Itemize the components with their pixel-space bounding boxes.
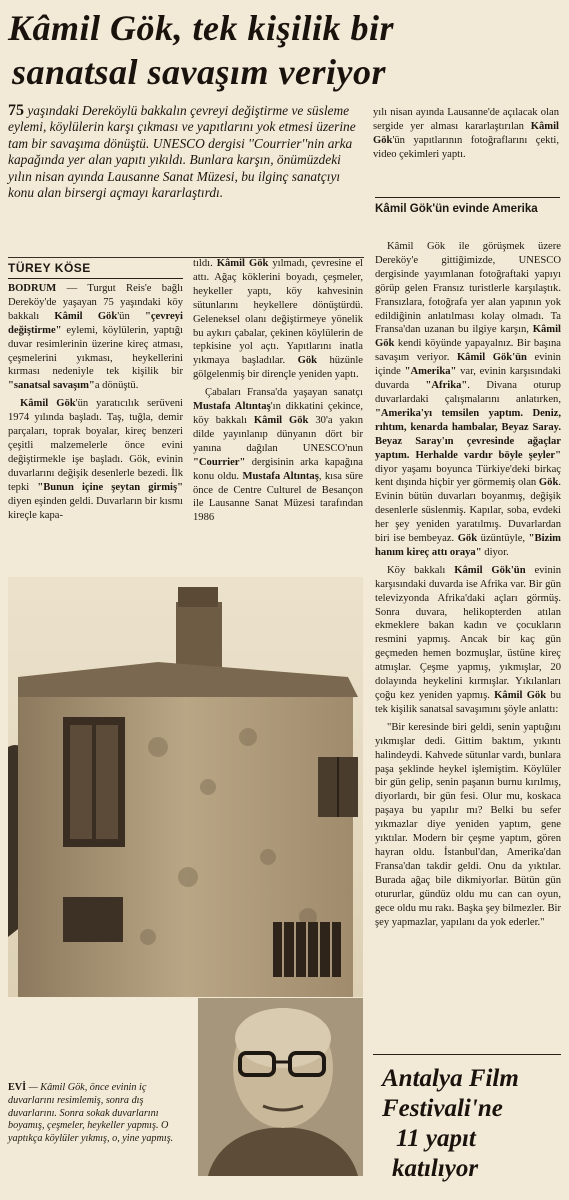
person-name: Gök: [538, 477, 559, 489]
byline: TÜREY KÖSE: [8, 261, 183, 279]
text-run: Çabaları Fransa'da yaşayan sanatçı: [205, 387, 363, 399]
text-run: 'ün yapıtlarının fotoğraflarını çekti, video çekimleri yaptı.: [373, 134, 559, 160]
article-column-1: [8, 282, 183, 526]
text-run: tıldı.: [193, 258, 217, 269]
paragraph: [375, 564, 561, 717]
person-name: Kâmil Gök'ün: [454, 564, 526, 576]
person-name: Gök: [457, 533, 478, 545]
text-run: diyor yaşamı boyunca Türkiye'deki birkaç kent dışında hiçbir yer görmemiş olan: [375, 463, 561, 489]
text-run: — Turgut Reis'e bağlı Dereköy'de yaşayan 75 yaşındaki köy bakkalı: [8, 283, 183, 322]
paragraph: [373, 106, 559, 162]
article-column-3-top: [373, 106, 559, 166]
person-name: Kâmil Gök: [216, 258, 269, 269]
person-name: Kâmil Gök: [20, 398, 76, 410]
quote-emphasis: "Amerika": [404, 366, 457, 378]
text-run: yılı nisan ayında Lausanne'de açılacak olan sergide yer alması kararlaştırılan: [373, 107, 559, 132]
paragraph: [8, 397, 183, 522]
box-divider: [373, 1054, 561, 1055]
subheading: Kâmil Gök'ün evinde Amerika: [375, 197, 560, 216]
house-photo: [8, 577, 363, 997]
paragraph: [8, 282, 183, 393]
caption-text: — Kâmil Gök, önce evinin iç duvarlarını resimlemiş, sonra dış duvarlarını. Sonra sokak duvarlarını boyamış, çeşmeler, heykeller yapmış. O yaptıkça köylüler yıkmış, o, yine yapmış.: [8, 1082, 174, 1145]
person-name: Kâmil Gök: [373, 120, 559, 146]
related-headline-line-3: 11 yapıt: [396, 1125, 476, 1152]
paragraph: [193, 257, 363, 382]
text-run: var, evinin karşısındaki duvarda: [375, 366, 561, 392]
quote-emphasis: "çevreyi değiştirme": [8, 310, 183, 336]
person-name: Gök: [297, 355, 318, 367]
text-run: . Divana oturup duvarlardaki çalışmalarını anlatırken,: [375, 380, 561, 405]
text-run: yılmadı, çevresine el attı. Ağaç köklerini boyadı, çeşmeler, heykeller yaptı, köy kahvesinin sütunlarını heykellere dönüştürdü. Geleneksel olanı değiştirmeye yönelik bu aykırı çabalar, çekinen köylülerin de tepkisine yol açtı. Yapıtlarını inatla yıkmaya başladılar.: [193, 258, 364, 367]
text-run: a dönüştü.: [94, 380, 139, 392]
text-run: diyen eşinden geldi. Duvarların bir kısmı kireçle kapa-: [8, 495, 183, 521]
person-name: Kâmil Gök: [253, 414, 309, 426]
person-name: Mustafa Altıntaş: [193, 401, 271, 413]
person-name: Kâmil Gök: [375, 324, 561, 350]
text-run: , kısa süre önce de Centre Culturel de Besançon ile Lausanne Sanat Müzesi tarafından 1986: [193, 470, 363, 524]
headline-line-1: Kâmil Gök, tek kişilik bir: [8, 8, 395, 48]
text-run: Köy bakkalı: [387, 564, 455, 576]
headline-line-2: sanatsal savaşım veriyor: [12, 52, 387, 92]
paragraph: [193, 386, 363, 525]
text-run: bu tek kişilik sanatsal savaşımını şöyle anlattı:: [375, 690, 561, 715]
lead-age-number: 75: [8, 102, 24, 119]
person-name: Kâmil Gök: [54, 310, 118, 322]
article-column-3: [375, 240, 561, 933]
text-run: evinin karşısındaki duvarda ise Afrika var. Bir gün televizyonda Afrika'daki açları görmüş. Sonra duvara, helikopterden atılan ekmeklere bakan kadın ve çocukların resmini yapmış. Ancak bir kaç gün geçmeden hemen bozmuşlar, üstüne kireç atmışlar. Çeşme yapmış, yıkmışlar, 20 dolayında heykelini kırmışlar. Yıkılanları çoğu kez yeniden yapmış.: [375, 564, 561, 701]
text-run: eylemi, köylülerin, yaptığı duvar resimlerinin üzerine kireç atması, çeşmelerini yıkması, heykellerini kırması nedeniyle tek kişilik bir: [8, 324, 183, 378]
paragraph: [375, 240, 561, 560]
article-column-2: [193, 257, 363, 529]
person-name: Kâmil Gök'ün: [456, 352, 527, 364]
related-headline-line-1: Antalya Film: [382, 1065, 519, 1092]
magazine-name: "Courrier": [193, 456, 246, 468]
caption-tag: EVİ: [8, 1082, 27, 1093]
photo-caption: [8, 1082, 194, 1146]
text-run: dergisinin arka kapağına konu oldu.: [193, 456, 363, 482]
text-run: kendi köyünde yapayalnız. Bir başına savaşım veriyor.: [375, 338, 561, 364]
portrait-photo: [198, 998, 363, 1176]
quote-emphasis: "Afrika": [425, 380, 468, 392]
related-headline-line-2: Festivali'ne: [382, 1095, 503, 1122]
person-name: Mustafa Altıntaş: [242, 470, 319, 482]
text-run: üzüntüyle,: [477, 533, 529, 545]
lead-text: yaşındaki Dereköylü bakkalın çevreyi değiştirme ve süsleme eylemi, köylülerin karşı çıkması ve yapıtlarını yok etmesi üzerine tam bir savaşıma dönüştü. UNESCO dergisi ''Courrier''nin arka kapağında yer alan yapıtı yıkıldı. Bunlara karşın, önümüzdeki yılın nisan ayında Lausanne Sanat Müzesi, bu ilginç sanatçıyı konu alan birsergi açmayı kararlaştırdı.: [8, 103, 356, 201]
text-run: 'ün: [117, 310, 145, 322]
dateline: BODRUM: [8, 283, 57, 294]
headline: [8, 6, 561, 94]
quote-emphasis: "sanatsal savaşım": [8, 380, 95, 392]
text-run: hüzünle gölgelenmiş bir dirençle yeniden yaptı.: [193, 355, 363, 381]
quote-paragraph: "Bir keresinde biri geldi, senin yaptığını yıkmışlar dedi. Gittim baktım, yıkıntı halindeydi. Kahvede sütunlar vardı, bunlara paşa şeklinde heykel işlemiştim. Köylüler bir gün gelip, senin paşanın burnu kırılmış, diyorlardı, bir gün fesi. Olur mu, koskaca paşaya bu yapılır mı? Belki bu sefer yıkmazlar diye yeniden yaptım, gene yıktılar. Modern bir çeşme yaptım, gören hayran oldu. İstanbul'dan, Amerika'dan Fransa'dan takdir geldi. Onu da yıktılar. Burada ağaç bile dikmiyorlar. Bütün gün otururlar, gündüz oldu mu can can oyun, gece oldu mu rakı. Başka şey bilmezler. Bir şey yapmazlar, yapılanı da yok ederler.": [375, 721, 561, 928]
text-run: 'ün yaratıcılık serüveni 1974 yılında başladı. Taş, tuğla, demir parçaları, toprak boyalar, kireç benzeri çeşitli malzemelerle önce evini değiştirmekle işe başladı. Gök, evinin duvarlarını değişik desenlerle bezedi. İlk tepki: [8, 398, 183, 493]
quote-emphasis: "Bizim hanım kireç attı oraya": [375, 533, 561, 558]
lead-paragraph: [8, 103, 363, 201]
text-run: diyor.: [481, 546, 509, 558]
text-run: 'ın dikkatini çekince, köy bakkalı: [193, 401, 363, 426]
text-run: 30'a yakın dilde yayınlanıp dünyanın dört bir yanına dağılan UNESCO'nun: [193, 414, 363, 454]
quote-emphasis: "Bunun içine şeytan girmiş": [37, 481, 183, 493]
person-name: Kâmil Gök: [494, 690, 547, 701]
text-run: evinin içinde: [375, 352, 561, 378]
text-run: Kâmil Gök ile görüşmek üzere Dereköy'e gittiğimizde, UNESCO dergisinde yayımlanan fotoğraftaki yapıyı görüp gelen Fransız turistlerle karşılaştık. Fransızlara, fotoğrafa yer alan yapının yok edildiğinin anlatılması kolay olmadı. Ta Fransa'dan uzanan bu ilgiye karşın,: [375, 241, 561, 336]
related-headline-line-4: katılıyor: [392, 1155, 479, 1182]
quote-emphasis: "Amerika'yı temsilen yaptım. Deniz, rıhtım, kenarda hambalar, Beyaz Saray. Beyaz Saray'ın çevresinde ağaçlar yaptım. Herhalde vardır böyle şeyler": [375, 407, 561, 461]
related-headline: [382, 1064, 557, 1184]
text-run: . Evinin bütün duvarları boyanmış, değişik desenlerle süslenmiş. Kapılar, soba, evdeki her şey yeniden yaratılmış. Duvarlardan biri ise bembeyaz.: [375, 477, 561, 545]
